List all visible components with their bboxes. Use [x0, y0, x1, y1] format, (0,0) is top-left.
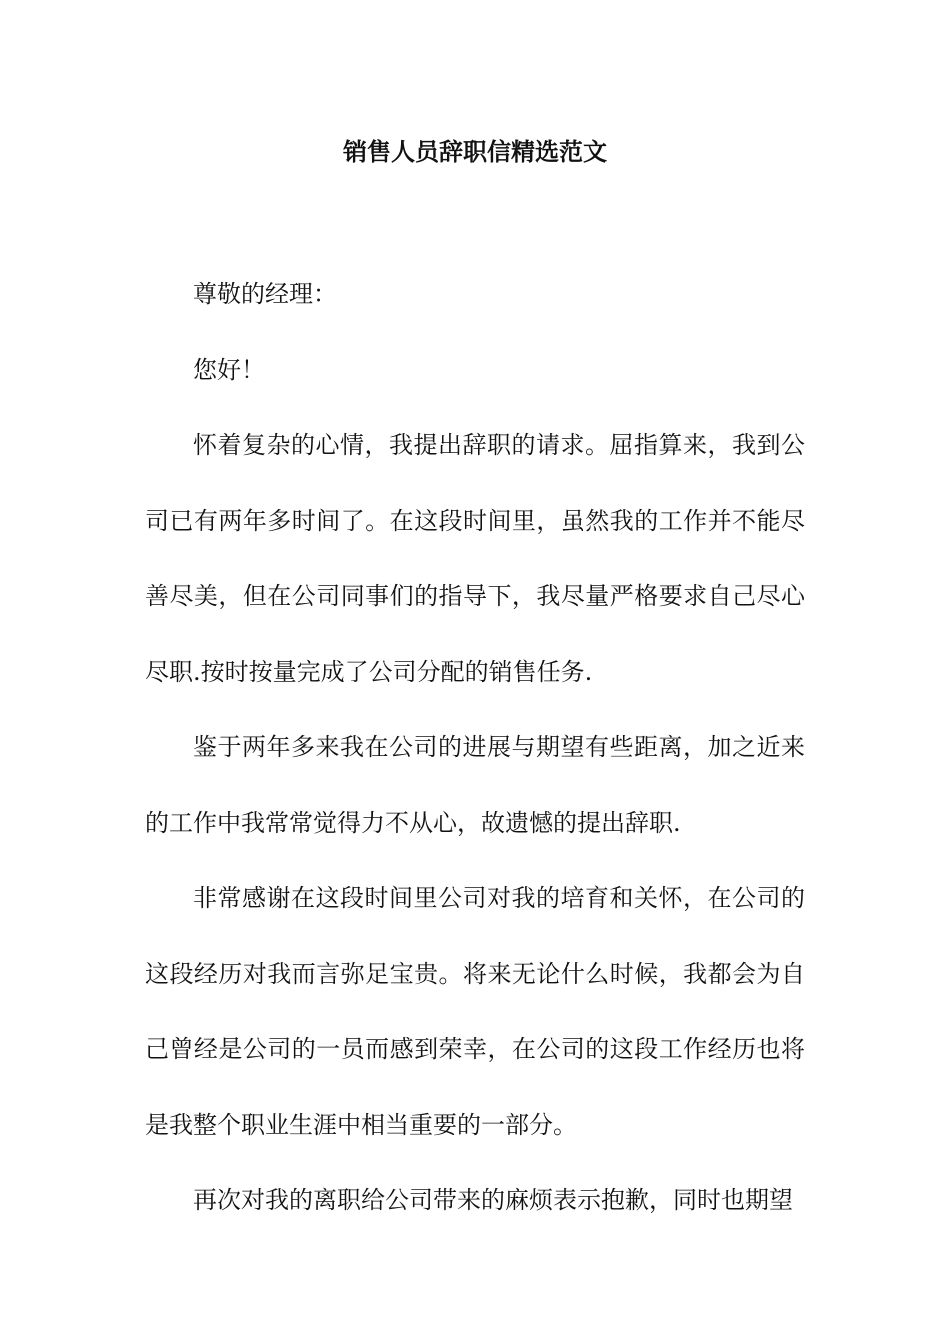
- letter-body: [145, 257, 805, 1239]
- paragraph: 鉴于两年多来我在公司的进展与期望有些距离，加之近来的工作中我常常觉得力不从心，故遗憾的提出辞职.: [145, 733, 805, 837]
- paragraph: 非常感谢在这段时间里公司对我的培育和关怀，在公司的这段经历对我而言弥足宝贵。将来无论什么时候，我都会为自己曾经是公司的一员而感到荣幸，在公司的这段工作经历也将是我整个职业生涯中相当重要的一部分。: [145, 884, 805, 1139]
- greeting: 您好！: [193, 355, 265, 384]
- salutation: 尊敬的经理：: [193, 280, 337, 308]
- paragraph: 再次对我的离职给公司带来的麻烦表示抱歉，同时也期望: [193, 1186, 793, 1214]
- document-title: 销售人员辞职信精选范文: [343, 137, 607, 166]
- paragraph: 怀着复杂的心情，我提出辞职的请求。屈指算来，我到公司已有两年多时间了。在这段时间里，虽然我的工作并不能尽善尽美，但在公司同事们的指导下，我尽量严格要求自己尽心尽职.按时按量完成了公司分配的销售任务.: [145, 431, 805, 686]
